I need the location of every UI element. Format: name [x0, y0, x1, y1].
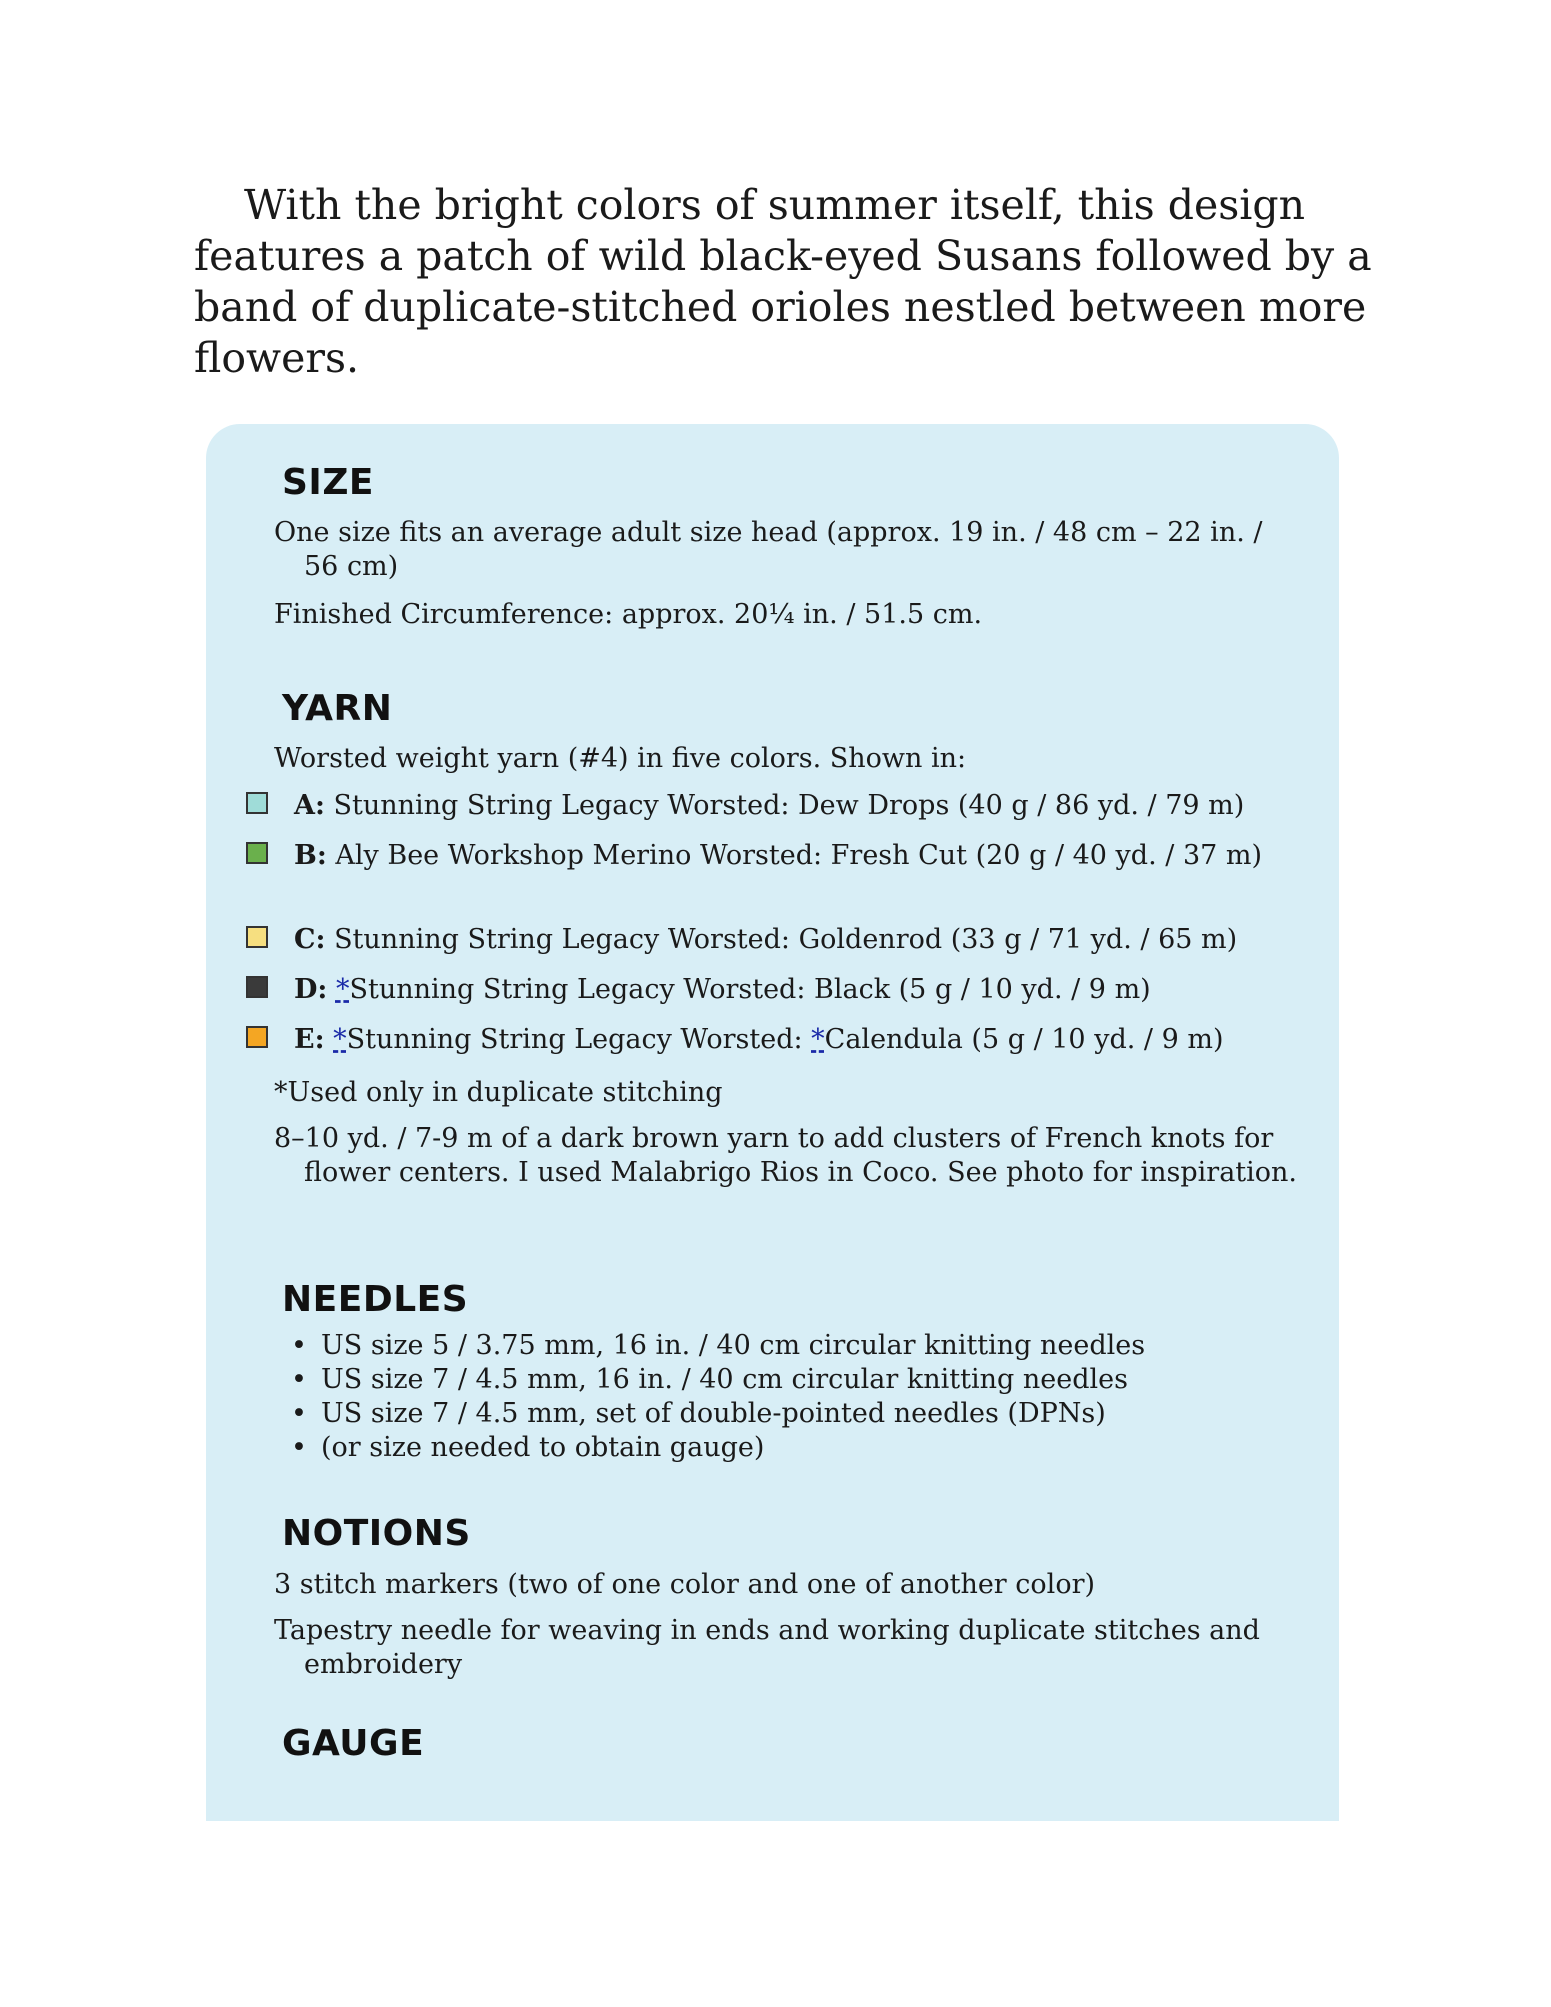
needle-item: • (or size needed to obtain gauge)	[291, 1432, 765, 1463]
needle-item-text: US size 5 / 3.75 mm, 16 in. / 40 cm circular knitting needles	[321, 1330, 1146, 1361]
needle-item-text: US size 7 / 4.5 mm, set of double-pointed needles (DPNs)	[321, 1398, 1106, 1429]
needle-item: • US size 5 / 3.75 mm, 16 in. / 40 cm circular knitting needles	[291, 1330, 1146, 1361]
yarn-letter-a: A:	[294, 790, 325, 821]
yarn-desc-a: Stunning String Legacy Worsted: Dew Drops (40 g / 86 yd. / 79 m)	[333, 790, 1245, 821]
yarn-text-a	[294, 788, 1294, 824]
tapestry-needle-text: Tapestry needle for weaving in ends and working duplicate stitches and embroidery	[274, 1615, 1260, 1680]
yarn-text-b	[294, 838, 1294, 874]
yarn-asterisk-d: *	[335, 974, 350, 1005]
yarn-letter-c: C:	[294, 924, 326, 955]
needles-heading: NEEDLES	[282, 1279, 469, 1320]
yarn-heading: YARN	[282, 688, 393, 729]
intro-paragraph: With the bright colors of summer itself, this design features a patch of wild black-eyed Susans followed by a band of duplicate-stitched orioles nestled between more flowers.	[194, 181, 1372, 382]
yarn-desc-b: Aly Bee Workshop Merino Worsted: Fresh Cut (20 g / 40 yd. / 37 m)	[335, 840, 1263, 871]
yarn-text-d	[294, 972, 1294, 1008]
gauge-heading: GAUGE	[282, 1723, 425, 1764]
needles-list	[291, 1329, 1146, 1465]
stitch-markers-text: 3 stitch markers (two of one color and one of another color)	[274, 1569, 1096, 1600]
materials-panel	[206, 424, 1339, 1821]
yarn-intro-text: Worsted weight yarn (#4) in five colors. Shown in:	[274, 743, 967, 774]
yarn-desc-e-part1: Stunning String Legacy Worsted:	[346, 1024, 812, 1055]
yarn-asterisk-e: *	[333, 1024, 347, 1055]
size-heading: SIZE	[282, 462, 375, 503]
yarn-letter-b: B:	[294, 840, 327, 871]
yarn-letter-d: D:	[294, 974, 328, 1005]
french-knot-yarn-text: 8–10 yd. / 7-9 m of a dark brown yarn to add clusters of French knots for flower centers. I used Malabrigo Rios in Coco. See photo for inspiration.	[274, 1123, 1298, 1188]
yarn-swatch-a	[246, 792, 268, 814]
yarn-swatch-d	[246, 976, 268, 998]
yarn-letter-e: E:	[294, 1024, 325, 1055]
duplicate-stitch-note: *Used only in duplicate stitching	[274, 1077, 723, 1108]
yarn-text-e	[294, 1022, 1294, 1058]
needle-item: • US size 7 / 4.5 mm, set of double-pointed needles (DPNs)	[291, 1398, 1106, 1429]
needle-item-text: (or size needed to obtain gauge)	[321, 1432, 765, 1463]
yarn-desc-c: Stunning String Legacy Worsted: Goldenrod (33 g / 71 yd. / 65 m)	[334, 924, 1238, 955]
yarn-asterisk-e-b: *	[811, 1024, 825, 1055]
finished-circumference-text: Finished Circumference: approx. 20¼ in. / 51.5 cm.	[274, 599, 983, 630]
yarn-swatch-e	[246, 1026, 268, 1048]
yarn-text-c	[294, 922, 1294, 958]
yarn-swatch-c	[246, 926, 268, 948]
notions-heading: NOTIONS	[282, 1513, 471, 1554]
needle-item-text: US size 7 / 4.5 mm, 16 in. / 40 cm circular knitting needles	[321, 1364, 1128, 1395]
yarn-desc-e-part2: Calendula (5 g / 10 yd. / 9 m)	[824, 1024, 1224, 1055]
size-fit-text: One size fits an average adult size head (approx. 19 in. / 48 cm – 22 in. / 56 cm)	[274, 517, 1263, 582]
yarn-swatch-b	[246, 842, 268, 864]
yarn-desc-d: Stunning String Legacy Worsted: Black (5 g / 10 yd. / 9 m)	[349, 974, 1151, 1005]
needle-item: • US size 7 / 4.5 mm, 16 in. / 40 cm circular knitting needles	[291, 1364, 1128, 1395]
